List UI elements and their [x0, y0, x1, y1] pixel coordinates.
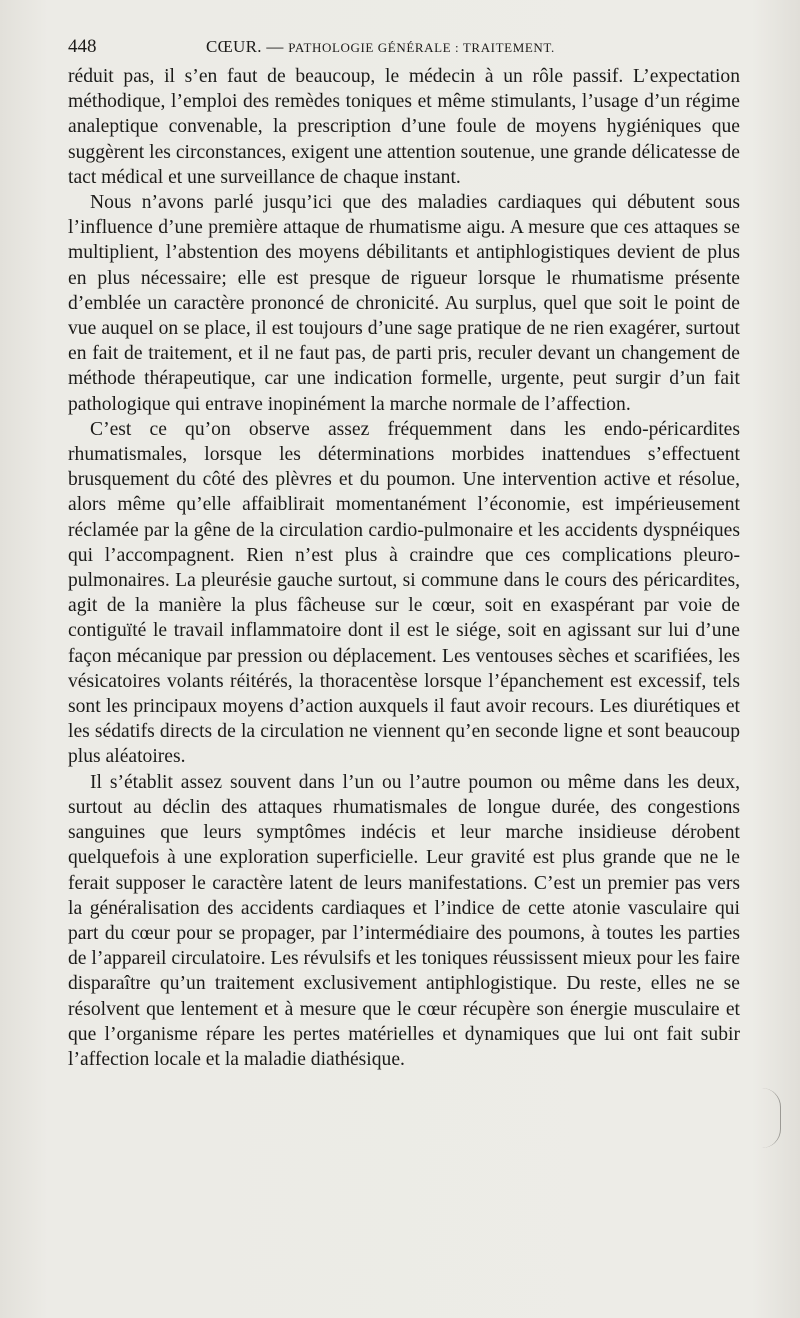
body-text [68, 64, 740, 1072]
paragraph-continued: réduit pas, il s’en faut de beaucoup, le médecin à un rôle passif. L’expectation méthodique, l’emploi des remèdes toniques et même stimulants, l’usage d’un régime analeptique convenable, la prescription d’une foule de moyens hygiéniques que suggèrent les circonstances, exigent une attention soutenue, une grande délicatesse de tact médical et une surveillance de chaque instant. [68, 66, 740, 188]
running-head-subtitle: PATHOLOGIE GÉNÉRALE : TRAITEMENT. [288, 40, 555, 55]
page-header [68, 36, 740, 58]
paragraph: Nous n’avons parlé jusqu’ici que des maladies cardiaques qui débutent sous l’influence d’une première attaque de rhumatisme aigu. A mesure que ces attaques se multiplient, l’abstention des moyens débilitants et antiphlogistiques devient de plus en plus nécessaire; elle est presque de rigueur lorsque le rhumatisme présente d’emblée un caractère prononcé de chronicité. Au surplus, quel que soit le point de vue auquel on se place, il est toujours d’une sage pratique de ne rien exagérer, surtout en fait de traitement, et il ne faut pas, de parti pris, reculer devant un changement de méthode thérapeutique, car une indication formelle, urgente, peut surgir d’un fait pathologique qui entrave inopinément la marche normale de l’affection. [68, 192, 740, 415]
paragraph: C’est ce qu’on observe assez fréquemment dans les endo-péricardites rhumatismales, lorsque les déterminations morbides inattendues s’effectuent brusquement du côté des plèvres et du poumon. Une intervention active et résolue, alors même qu’elle affaiblirait momentanément l’économie, est impérieusement réclamée par la gêne de la circulation cardio-pulmonaire et les accidents dyspnéiques qui l’accompagnent. Rien n’est plus à craindre que ces complications pleuro-pulmonaires. La pleurésie gauche surtout, si commune dans le cours des péricardites, agit de la manière la plus fâcheuse sur le cœur, soit en exaspérant par voie de contiguïté le travail inflammatoire dont il est le siége, soit en agissant sur lui d’une façon mécanique par pression ou déplacement. Les ventouses sèches et scarifiées, les vésicatoires volants réitérés, la thoracentèse lorsque l’épanchement est excessif, tels sont les principaux moyens d’action auxquels il faut avoir recours. Les diurétiques et les sédatifs directs de la circulation ne viennent qu’en seconde ligne et sont beaucoup plus aléatoires. [68, 418, 740, 768]
margin-bracket-mark [762, 1088, 781, 1148]
running-head [206, 37, 555, 57]
running-head-dash: — [266, 37, 284, 56]
page-number: 448 [68, 36, 97, 57]
running-head-title: CŒUR. [206, 37, 262, 56]
paragraph: Il s’établit assez souvent dans l’un ou l’autre poumon ou même dans les deux, surtout au déclin des attaques rhumatismales de longue durée, des congestions sanguines que leurs symptômes indécis et leur marche insidieuse dérobent quelquefois à une exploration superficielle. Leur gravité est plus grande que ne le ferait supposer le caractère latent de leurs manifestations. C’est un premier pas vers la généralisation des accidents cardiaques et l’indice de cette atonie vasculaire qui part du cœur pour se propager, par l’intermédiaire des poumons, à toutes les parties de l’appareil circulatoire. Les révulsifs et les toniques réussissent mieux pour les faire disparaître qu’un traitement exclusivement antiphlogistique. Du reste, elles ne se résolvent que lentement et à mesure que le cœur récupère son énergie musculaire et que l’organisme répare les pertes matérielles et dynamiques que lui ont fait subir l’affection locale et la maladie diathésique. [68, 771, 740, 1070]
